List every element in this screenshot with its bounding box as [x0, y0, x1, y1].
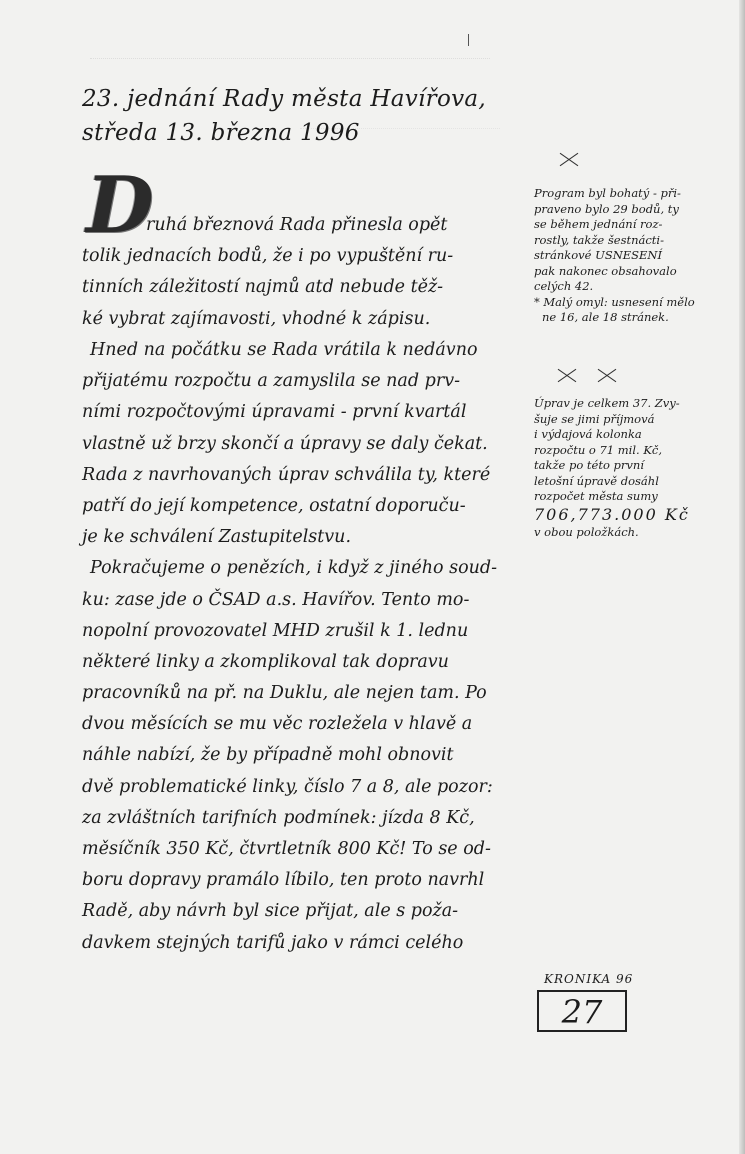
body-line: ruhá březnová Rada přinesla opět — [146, 215, 448, 235]
side-note-line: praveno bylo 29 bodů, ty — [534, 201, 679, 216]
page-number: 27 — [537, 990, 627, 1032]
body-line: pracovníků na př. na Duklu, ale nejen tam. Po — [82, 683, 487, 704]
side-note-program — [534, 186, 719, 326]
body-line: nopolní provozovatel MHD zrušil k 1. lednu — [82, 620, 469, 641]
side-note-line: ne 16, ale 18 stránek. — [542, 310, 669, 324]
body-line: tinních záležitostí najmů atd nebude těž- — [82, 277, 444, 298]
chronicle-label: KRONIKA 96 — [544, 972, 634, 986]
entry-date: středa 13. března 1996 — [82, 120, 360, 146]
body-line: Pokračujeme o penězích, i když z jiného soud- — [90, 558, 498, 579]
body-line: patří do její kompetence, ostatní doporuču- — [82, 495, 466, 516]
side-note-line: rozpočtu o 71 mil. Kč, — [534, 442, 663, 457]
body-line: tolik jednacích bodů, že i po vypuštění ru- — [82, 246, 454, 267]
body-line: Hned na počátku se Rada vrátila k nedávno — [90, 340, 478, 360]
side-note-line: se během jednání roz- — [534, 217, 663, 231]
body-line: měsíčník 350 Kč, čtvrtletník 800 Kč! To se od- — [82, 839, 491, 859]
side-note-line: stránkové USNESENÍ — [534, 248, 663, 262]
body-line: některé linky a zkomplikoval tak dopravu — [82, 651, 449, 672]
side-note-line: pak nakonec obsahovalo — [534, 263, 677, 278]
body-line: Radě, aby návrh byl sice přijat, ale s poža- — [82, 901, 459, 922]
body-line: boru dopravy pramálo líbilo, ten proto navrhl — [82, 870, 485, 891]
pencil-mark — [468, 34, 469, 46]
side-note-line: takže po této první — [534, 458, 644, 472]
side-note-line: letošní úpravě dosáhl — [534, 473, 659, 488]
side-note-line: rozpočet města sumy — [534, 489, 658, 503]
page-edge-shadow — [739, 0, 745, 1154]
side-note-line: i výdajová kolonka — [534, 427, 642, 441]
side-note-line: v obou položkách. — [534, 524, 639, 539]
side-note-line: * Malý omyl: usnesení mělo — [534, 294, 695, 309]
side-note-line: rostly, takže šestnácti- — [534, 232, 664, 247]
note-cross-mark — [558, 152, 580, 168]
body-text — [82, 335, 522, 959]
body-line: ními rozpočtovými úpravami - první kvartál — [82, 402, 467, 423]
body-line: je ke schválení Zastupitelstvu. — [82, 527, 352, 548]
body-line: dvou měsících se mu věc rozležela v hlavě a — [82, 714, 473, 735]
side-note-line: Program byl bohatý - při- — [534, 186, 681, 200]
body-line: dvě problematické linky, číslo 7 a 8, ale pozor: — [82, 776, 493, 797]
body-line: Rada z navrhovaných úprav schválila ty, které — [82, 464, 491, 485]
body-line: náhle nabízí, že by případně mohl obnovit — [82, 745, 454, 766]
side-note-line: šuje se jimi příjmová — [534, 411, 655, 426]
budget-amount: 706,773.000 Kč — [534, 504, 690, 524]
body-line: vlastně už brzy skončí a úpravy se daly čekat. — [82, 433, 488, 454]
side-note-budget — [534, 396, 719, 540]
side-note-line: celých 42. — [534, 279, 594, 293]
body-line: přijatému rozpočtu a zamyslila se nad prv- — [82, 371, 461, 392]
body-line: davkem stejných tarifů jako v rámci celého — [82, 932, 464, 953]
side-note-line: Úprav je celkem 37. Zvy- — [534, 396, 680, 410]
body-line: ké vybrat zajímavosti, vhodné k zápisu. — [82, 308, 431, 329]
entry-title: 23. jednání Rady města Havířova, — [82, 86, 487, 112]
body-line: za zvláštních tarifních podmínek: jízda 8 Kč, — [82, 807, 475, 828]
body-line: ku: zase jde o ČSAD a.s. Havířov. Tento mo- — [82, 589, 470, 610]
body-text-first — [82, 210, 586, 335]
note-cross-mark — [596, 368, 618, 384]
bleed-through-ghost — [90, 58, 490, 73]
drop-cap-letter: D — [86, 160, 154, 251]
note-cross-mark — [556, 368, 578, 384]
